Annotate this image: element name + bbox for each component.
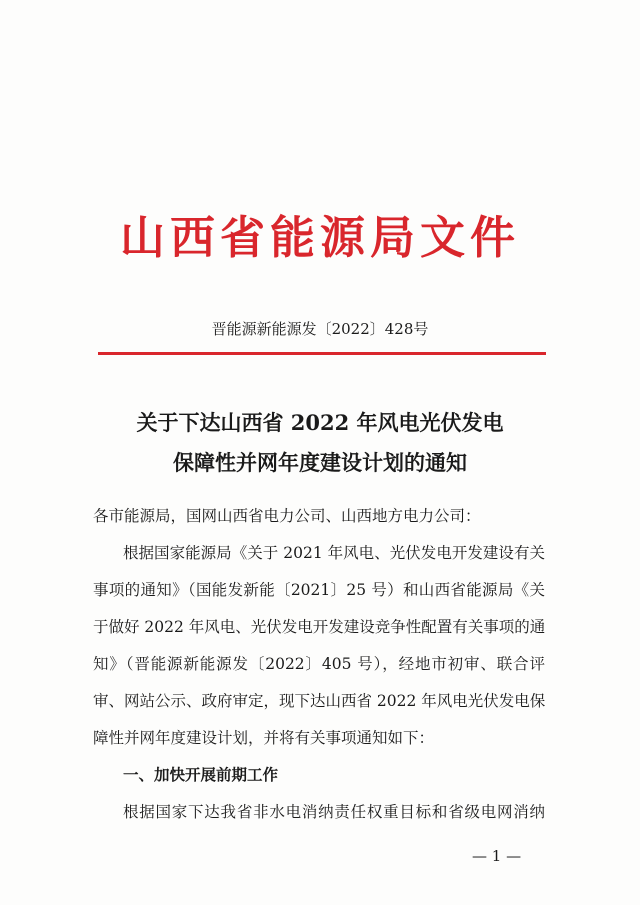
body-line-5: 审、网站公示、政府审定，现下达山西省 2022 年风电光伏发电保	[93, 692, 546, 710]
body-line-6: 障性并网年度建设计划，并将有关事项通知如下：	[93, 729, 435, 747]
document-title-line-1: 关于下达山西省 2022 年风电光伏发电	[136, 410, 504, 435]
red-divider-line	[98, 352, 546, 355]
body-line-2: 事项的通知》（国能发新能〔2021〕25 号）和山西省能源局《关	[93, 581, 545, 599]
issuer-masthead: 山西省能源局文件	[119, 211, 520, 264]
body-line-7: 根据国家下达我省非水电消纳责任权重目标和省级电网消纳	[123, 803, 545, 821]
body-line-1: 根据国家能源局《关于 2021 年风电、光伏发电开发建设有关	[123, 544, 545, 562]
document-title-line-2: 保障性并网年度建设计划的通知	[173, 450, 467, 475]
addressees: 各市能源局，国网山西省电力公司、山西地方电力公司：	[93, 507, 481, 525]
document-number: 晋能源新能源发〔2022〕428号	[211, 320, 429, 338]
page-number: — 1 —	[472, 847, 522, 865]
body-line-3: 于做好 2022 年风电、光伏发电开发建设竞争性配置有关事项的通	[93, 618, 546, 636]
body-line-4: 知》（晋能源新能源发〔2022〕405 号），经地市初审、联合评	[93, 655, 545, 673]
section-heading: 一、加快开展前期工作	[123, 765, 279, 784]
